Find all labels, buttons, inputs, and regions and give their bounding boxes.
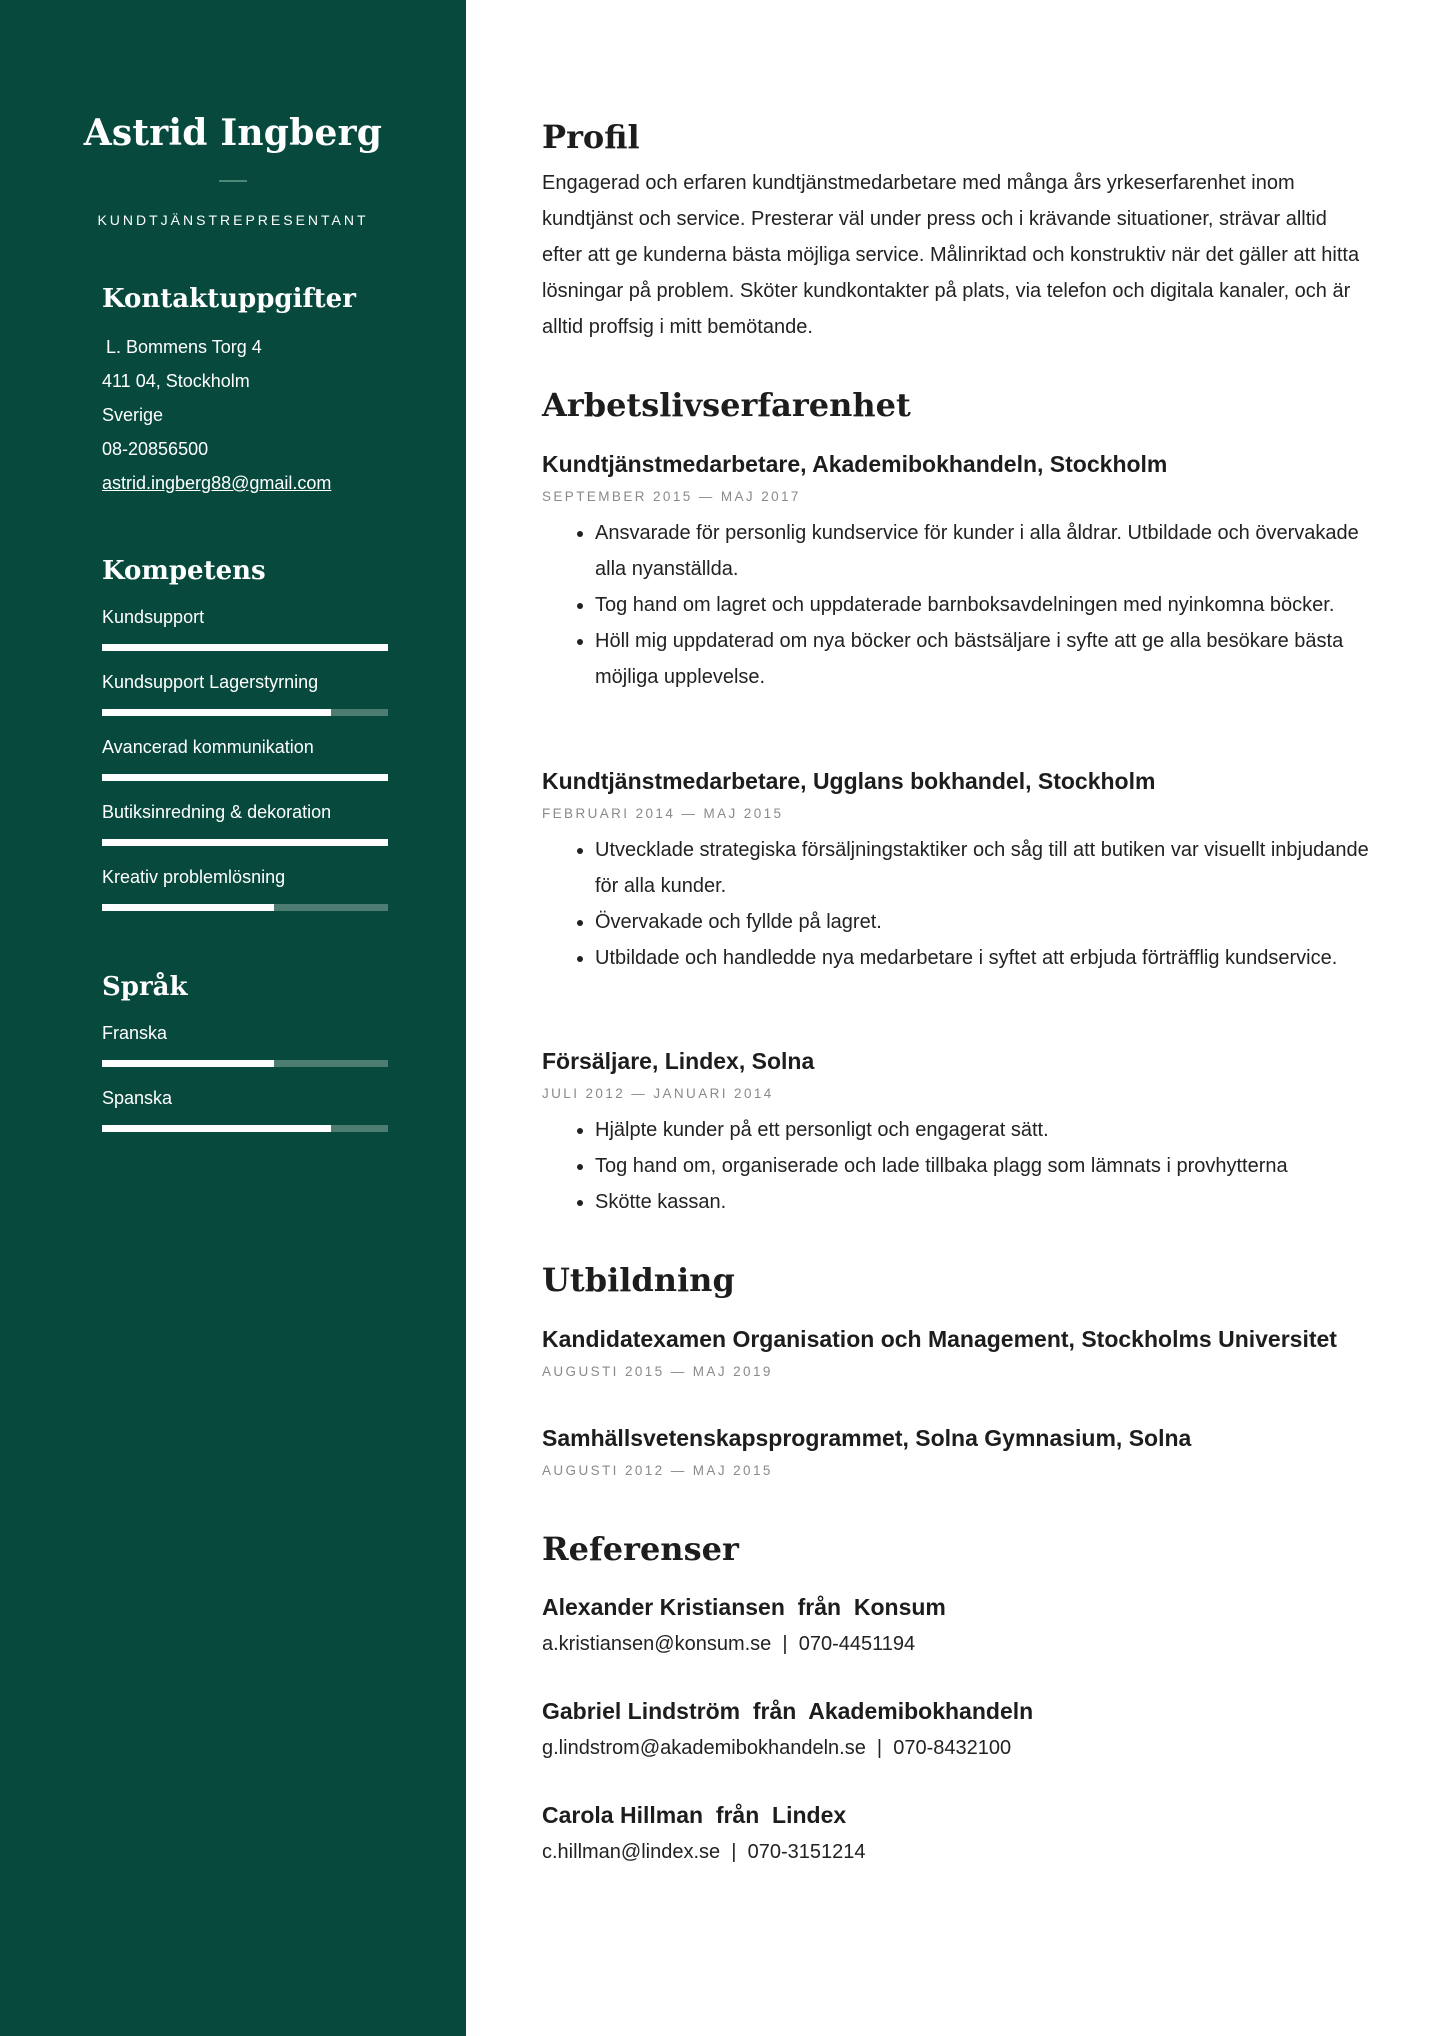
education-title: Kandidatexamen Organisation och Management, Stockholms Universitet (542, 1326, 1337, 1352)
skill-label: Kundsupport (102, 607, 205, 627)
experience-heading: Arbetslivserfarenhet (542, 386, 911, 424)
skill-bar-fill (102, 774, 388, 781)
skill-bar (102, 709, 388, 716)
skill-bar (102, 644, 388, 651)
job-dates: FEBRUARI 2014 — MAJ 2015 (542, 806, 784, 821)
skill-bar (102, 839, 388, 846)
profile-heading: Profil (542, 118, 640, 156)
skills-heading: Kompetens (102, 556, 266, 586)
contact-heading: Kontaktuppgifter (102, 284, 356, 314)
main-content (466, 0, 1440, 2036)
list-item: • Utbildade och handledde nya medarbetare i syftet att erbjuda förträfflig kundservice. (595, 940, 1395, 976)
sidebar (0, 0, 466, 2036)
contact-phone: 08-20856500 (102, 439, 209, 459)
contact-country: Sverige (102, 405, 164, 425)
job-bullets (542, 1112, 1395, 1220)
profile-text: Engagerad och erfaren kundtjänstmedarbetare med många års yrkeserfarenhet inom kundtjänst och service. Presterar väl under press och i krävande situationer, strävar alltid efter att ge kunderna bästa möjliga service. Målinriktad och konstruktiv när det gäller att hitta lösningar på problem. Sköter kundkontakter på plats, via telefon och digitala kanaler, och är alltid proffsig i mitt bemötande. (542, 172, 1360, 338)
list-item: • Övervakade och fyllde på lagret. (595, 904, 1395, 940)
reference-name: Carola Hillman från Lindex (542, 1802, 847, 1828)
education-dates: AUGUSTI 2015 — MAJ 2019 (542, 1364, 773, 1379)
skill-label: Avancerad kommunikation (102, 737, 314, 757)
reference-name: Alexander Kristiansen från Konsum (542, 1594, 946, 1620)
contact-city: 411 04, Stockholm (102, 371, 250, 391)
language-bar-fill (102, 1060, 274, 1067)
job-bullets (542, 832, 1395, 976)
skill-label: Butiksinredning & dekoration (102, 802, 332, 822)
list-item: • Tog hand om lagret och uppdaterade barnboksavdelningen med nyinkomna böcker. (595, 587, 1395, 623)
skill-bar-fill (102, 839, 388, 846)
job-dates: JULI 2012 — JANUARI 2014 (542, 1086, 774, 1101)
languages-heading: Språk (102, 972, 188, 1002)
language-bar-fill (102, 1125, 331, 1132)
name-divider (219, 180, 247, 182)
language-bar (102, 1060, 388, 1067)
contact-email-link[interactable]: astrid.ingberg88@gmail.com (102, 473, 332, 493)
job-title: Kundtjänstmedarbetare, Ugglans bokhandel, Stockholm (542, 768, 1156, 794)
skill-bar (102, 904, 388, 911)
job-dates: SEPTEMBER 2015 — MAJ 2017 (542, 489, 801, 504)
skill-label: Kreativ problemlösning (102, 867, 286, 887)
candidate-name: Astrid Ingberg (83, 112, 383, 154)
education-heading: Utbildning (542, 1261, 735, 1299)
education-dates: AUGUSTI 2012 — MAJ 2015 (542, 1463, 773, 1478)
skill-bar (102, 774, 388, 781)
job-title: Försäljare, Lindex, Solna (542, 1048, 815, 1074)
job-bullets (542, 515, 1395, 695)
job-title: Kundtjänstmedarbetare, Akademibokhandeln, Stockholm (542, 451, 1168, 477)
skill-label: Kundsupport Lagerstyrning (102, 672, 319, 692)
reference-contact: c.hillman@lindex.se | 070-3151214 (542, 1841, 866, 1863)
job-title: KUNDTJÄNSTREPRESENTANT (97, 212, 369, 228)
reference-contact: g.lindstrom@akademibokhandeln.se | 070-8432100 (542, 1737, 1012, 1759)
language-label: Spanska (102, 1088, 173, 1108)
contact-street: L. Bommens Torg 4 (106, 337, 262, 357)
list-item: • Hjälpte kunder på ett personligt och engagerat sätt. (595, 1112, 1395, 1148)
list-item: • Ansvarade för personlig kundservice för kunder i alla åldrar. Utbildade och övervakade alla nyanställda. (595, 515, 1395, 587)
language-bar (102, 1125, 388, 1132)
skill-bar-fill (102, 904, 274, 911)
reference-contact: a.kristiansen@konsum.se | 070-4451194 (542, 1633, 916, 1655)
list-item: • Tog hand om, organiserade och lade tillbaka plagg som lämnats i provhytterna (595, 1148, 1395, 1184)
reference-name: Gabriel Lindström från Akademibokhandeln (542, 1698, 1034, 1724)
education-title: Samhällsvetenskapsprogrammet, Solna Gymnasium, Solna (542, 1425, 1192, 1451)
skill-bar-fill (102, 709, 331, 716)
references-heading: Referenser (542, 1530, 739, 1568)
list-item: • Höll mig uppdaterad om nya böcker och bästsäljare i syfte att ge alla besökare bästa möjliga upplevelse. (595, 623, 1395, 695)
skill-bar-fill (102, 644, 388, 651)
list-item: • Utvecklade strategiska försäljningstaktiker och såg till att butiken var visuellt inbjudande för alla kunder. (595, 832, 1395, 904)
language-label: Franska (102, 1023, 168, 1043)
list-item: • Skötte kassan. (595, 1184, 1395, 1220)
